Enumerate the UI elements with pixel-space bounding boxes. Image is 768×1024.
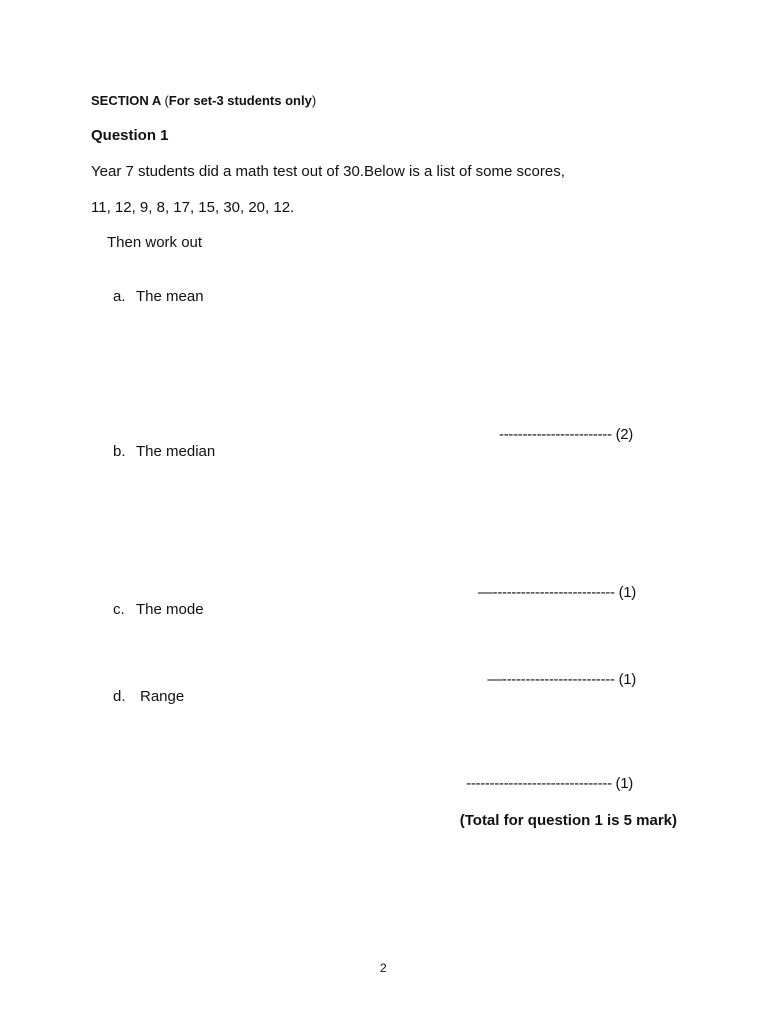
part-b-letter: b. [113, 443, 126, 460]
part-a-letter: a. [113, 288, 126, 305]
part-a [113, 288, 204, 305]
section-heading [91, 93, 316, 108]
instruction-text: Then work out [107, 234, 203, 251]
answer-line-c: —------------------------ (1) [487, 671, 636, 688]
section-qualifier: For set-3 students only [168, 93, 312, 108]
part-d-label: Range [140, 688, 185, 705]
section-open-paren: ( [164, 93, 169, 108]
part-c [113, 601, 204, 618]
answer-line-b: —-------------------------- (1) [477, 584, 636, 601]
page-number: 2 [380, 961, 387, 975]
question-total: (Total for question 1 is 5 mark) [459, 812, 677, 829]
scores-list: 11, 12, 9, 8, 17, 15, 30, 20, 12. [91, 199, 295, 216]
question-intro: Year 7 students did a math test out of 30.Below is a list of some scores, [91, 163, 565, 180]
part-c-letter: c. [113, 601, 125, 618]
part-c-label: The mode [136, 601, 204, 618]
part-b [113, 443, 215, 460]
section-close-paren: ) [311, 93, 317, 108]
part-d [113, 688, 184, 705]
part-a-label: The mean [136, 288, 204, 305]
section-label: SECTION A [91, 93, 161, 108]
part-d-letter: d. [113, 688, 126, 705]
part-b-label: The median [136, 443, 216, 460]
answer-line-d: ------------------------------- (1) [466, 775, 633, 792]
question-title: Question 1 [91, 127, 169, 144]
answer-line-a: ------------------------ (2) [499, 426, 633, 443]
